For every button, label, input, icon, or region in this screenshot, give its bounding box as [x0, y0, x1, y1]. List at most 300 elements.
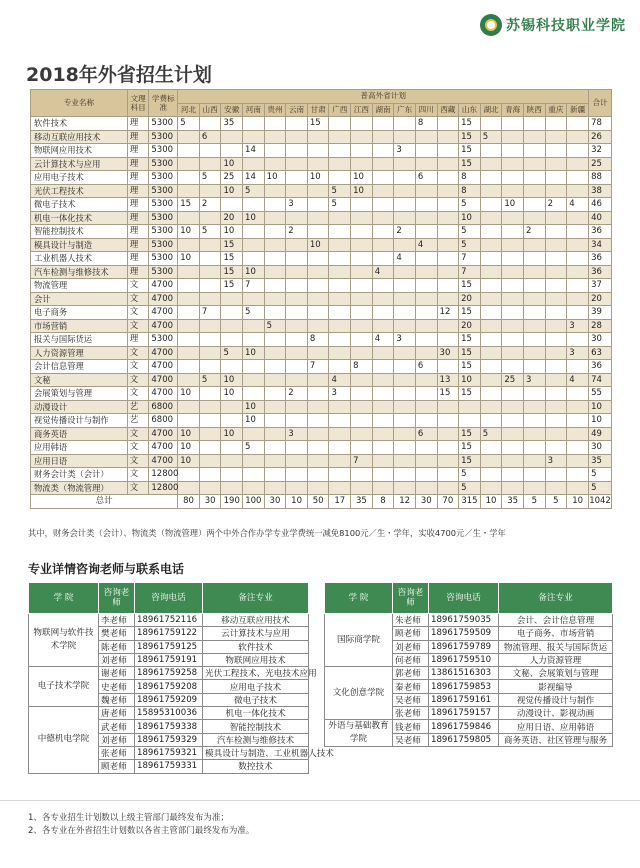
contact-table-left [28, 582, 334, 774]
row-total: 5 [589, 481, 612, 495]
teacher-name: 吴老师 [393, 693, 429, 706]
related-major: 文秘、会展策划与管理 [499, 667, 613, 680]
tuition-fee: 5300 [149, 333, 178, 347]
quota-cell [545, 157, 567, 171]
row-total: 34 [589, 238, 612, 252]
table-row [31, 319, 612, 333]
tuition-fee: 5300 [149, 198, 178, 212]
quota-cell [523, 117, 545, 131]
quota-cell: 5 [329, 184, 351, 198]
quota-cell [437, 211, 459, 225]
major-name: 移动互联应用技术 [31, 130, 128, 144]
quota-cell [351, 427, 373, 441]
quota-cell [243, 238, 265, 252]
row-total: 35 [589, 454, 612, 468]
quota-cell [243, 333, 265, 347]
quota-cell: 10 [221, 157, 243, 171]
related-major: 软件技术 [203, 640, 309, 653]
province-total: 17 [329, 495, 351, 509]
quota-cell: 10 [264, 171, 286, 185]
quota-cell [415, 252, 437, 266]
quota-cell [394, 441, 416, 455]
tuition-fee: 5300 [149, 225, 178, 239]
quota-cell [502, 427, 524, 441]
school-name: 国际商学院 [325, 614, 393, 667]
quota-cell [286, 171, 308, 185]
quota-cell: 25 [221, 171, 243, 185]
quota-cell [178, 157, 200, 171]
quota-cell: 5 [329, 198, 351, 212]
quota-cell [523, 360, 545, 374]
quota-cell [394, 346, 416, 360]
contact-row [325, 614, 613, 627]
quota-cell [372, 292, 394, 306]
quota-cell [480, 238, 502, 252]
quota-cell: 2 [394, 225, 416, 239]
quota-cell [199, 454, 221, 468]
teacher-name: 魏老师 [99, 693, 135, 706]
quota-cell: 4 [394, 252, 416, 266]
quota-cell [221, 414, 243, 428]
quota-cell [523, 346, 545, 360]
quota-cell [502, 400, 524, 414]
col-header-province: 青海 [502, 103, 524, 117]
quota-cell [545, 252, 567, 266]
quota-cell [351, 373, 373, 387]
quota-cell: 15 [221, 265, 243, 279]
teacher-name: 陈老师 [99, 640, 135, 653]
quota-cell: 15 [459, 441, 481, 455]
quota-cell [567, 333, 589, 347]
col-header-track: 文理科目 [127, 90, 149, 117]
quota-cell [264, 400, 286, 414]
footer-divider [0, 800, 640, 801]
quota-cell: 5 [178, 117, 200, 131]
quota-cell [394, 481, 416, 495]
quota-cell [286, 157, 308, 171]
quota-cell [567, 481, 589, 495]
major-name: 汽车检测与维修技术 [31, 265, 128, 279]
table-row [31, 427, 612, 441]
quota-cell [523, 306, 545, 320]
quota-cell [545, 414, 567, 428]
quota-cell [178, 144, 200, 158]
quota-cell [567, 130, 589, 144]
quota-cell [178, 468, 200, 482]
province-total: 8 [372, 495, 394, 509]
teacher-name: 吴老师 [393, 733, 429, 747]
table-row [31, 373, 612, 387]
quota-cell [307, 144, 329, 158]
phone-number: 18961759191 [135, 653, 203, 666]
quota-cell [372, 130, 394, 144]
quota-cell [480, 292, 502, 306]
table-row [31, 117, 612, 131]
quota-cell [307, 157, 329, 171]
quota-cell [545, 171, 567, 185]
quota-cell [307, 400, 329, 414]
quota-cell [307, 481, 329, 495]
quota-cell [264, 333, 286, 347]
quota-cell [502, 265, 524, 279]
col-header-province: 江西 [351, 103, 373, 117]
quota-cell [545, 319, 567, 333]
major-name: 物流类（物流管理） [31, 481, 128, 495]
quota-cell [199, 279, 221, 293]
quota-cell [480, 360, 502, 374]
row-total: 28 [589, 319, 612, 333]
quota-cell [372, 360, 394, 374]
related-major: 模具设计与制造、工业机器人技术 [203, 746, 309, 759]
quota-cell [394, 427, 416, 441]
quota-cell [221, 198, 243, 212]
quota-cell [307, 346, 329, 360]
quota-cell [264, 252, 286, 266]
province-total: 80 [178, 495, 200, 509]
track: 理 [127, 184, 149, 198]
quota-cell: 2 [286, 387, 308, 401]
quota-cell: 25 [502, 373, 524, 387]
quota-cell [307, 454, 329, 468]
quota-cell: 10 [178, 252, 200, 266]
tuition-fee: 4700 [149, 279, 178, 293]
major-name: 微电子技术 [31, 198, 128, 212]
row-total: 30 [589, 441, 612, 455]
quota-cell: 8 [459, 171, 481, 185]
col-header-province: 河南 [243, 103, 265, 117]
quota-cell [394, 157, 416, 171]
quota-cell [372, 225, 394, 239]
quota-cell [480, 171, 502, 185]
col-header-province: 湖北 [480, 103, 502, 117]
province-total: 30 [199, 495, 221, 509]
quota-cell [394, 265, 416, 279]
quota-cell [221, 400, 243, 414]
quota-cell [264, 225, 286, 239]
quota-cell [523, 171, 545, 185]
contact-header-major: 备注专业 [499, 583, 613, 614]
quota-cell [243, 468, 265, 482]
quota-cell: 15 [459, 454, 481, 468]
quota-cell [178, 333, 200, 347]
major-name: 模具设计与制造 [31, 238, 128, 252]
quota-cell: 15 [459, 157, 481, 171]
quota-cell [502, 238, 524, 252]
quota-cell [480, 157, 502, 171]
quota-cell [221, 454, 243, 468]
quota-cell [307, 211, 329, 225]
major-name: 电子商务 [31, 306, 128, 320]
quota-cell [523, 468, 545, 482]
quota-cell: 8 [351, 360, 373, 374]
quota-cell [480, 144, 502, 158]
quota-cell [199, 319, 221, 333]
province-total: 35 [351, 495, 373, 509]
quota-cell [286, 144, 308, 158]
teacher-name: 秦老师 [393, 680, 429, 693]
quota-cell [264, 144, 286, 158]
quota-cell [264, 360, 286, 374]
province-total: 100 [243, 495, 265, 509]
quota-cell [437, 427, 459, 441]
quota-cell [394, 117, 416, 131]
quota-cell [264, 279, 286, 293]
quota-cell [199, 211, 221, 225]
quota-cell [351, 414, 373, 428]
quota-cell [307, 292, 329, 306]
quota-cell [394, 454, 416, 468]
quota-cell [480, 117, 502, 131]
major-name: 财务会计类（会计） [31, 468, 128, 482]
quota-cell: 10 [307, 171, 329, 185]
quota-cell [437, 481, 459, 495]
school-name: 苏锡科技职业学院 [506, 18, 626, 34]
table-row [31, 184, 612, 198]
quota-cell [545, 130, 567, 144]
quota-cell: 15 [459, 306, 481, 320]
quota-cell [502, 292, 524, 306]
quota-cell: 15 [221, 252, 243, 266]
track: 理 [127, 198, 149, 212]
quota-cell: 7 [243, 279, 265, 293]
track: 文 [127, 441, 149, 455]
quota-cell: 3 [286, 427, 308, 441]
quota-cell [329, 171, 351, 185]
quota-cell [502, 157, 524, 171]
row-total: 37 [589, 279, 612, 293]
phone-number: 18961759125 [135, 640, 203, 653]
track: 理 [127, 144, 149, 158]
quota-cell [372, 346, 394, 360]
quota-cell [307, 252, 329, 266]
quota-cell [567, 414, 589, 428]
related-major: 微电子技术 [203, 693, 309, 706]
quota-cell: 6 [415, 171, 437, 185]
quota-cell [545, 225, 567, 239]
quota-cell: 10 [459, 373, 481, 387]
quota-cell [178, 306, 200, 320]
contact-header-phone: 咨询电话 [135, 583, 203, 614]
quota-cell [437, 265, 459, 279]
quota-cell [480, 333, 502, 347]
footnote: 1、各专业招生计划数以上级主管部门最终发布为准； [28, 813, 229, 823]
quota-cell [437, 198, 459, 212]
track: 文 [127, 387, 149, 401]
row-total: 32 [589, 144, 612, 158]
quota-cell: 5 [264, 319, 286, 333]
province-total: 10 [567, 495, 589, 509]
quota-cell [567, 441, 589, 455]
quota-cell [394, 468, 416, 482]
major-name: 光伏工程技术 [31, 184, 128, 198]
quota-cell [480, 319, 502, 333]
table-row [31, 265, 612, 279]
quota-cell [178, 292, 200, 306]
tuition-fee: 4700 [149, 306, 178, 320]
track: 文 [127, 373, 149, 387]
col-header-province: 山西 [199, 103, 221, 117]
quota-cell [286, 184, 308, 198]
quota-cell [394, 292, 416, 306]
quota-cell [437, 468, 459, 482]
quota-cell [567, 117, 589, 131]
quota-cell [502, 279, 524, 293]
quota-cell [437, 400, 459, 414]
quota-cell [307, 468, 329, 482]
quota-cell [394, 171, 416, 185]
table-row [31, 387, 612, 401]
related-major: 人力资源管理 [499, 653, 613, 666]
quota-cell [480, 225, 502, 239]
quota-cell [178, 265, 200, 279]
quota-cell: 30 [437, 346, 459, 360]
quota-cell [221, 292, 243, 306]
table-row [31, 481, 612, 495]
quota-cell [502, 144, 524, 158]
quota-cell [545, 211, 567, 225]
quota-cell [264, 117, 286, 131]
quota-cell: 3 [394, 333, 416, 347]
major-name: 市场营销 [31, 319, 128, 333]
quota-cell: 5 [480, 130, 502, 144]
track: 文 [127, 319, 149, 333]
quota-cell [286, 454, 308, 468]
quota-cell [372, 238, 394, 252]
quota-cell [415, 184, 437, 198]
enrollment-plan-table [30, 89, 612, 509]
quota-cell [437, 292, 459, 306]
quota-cell [221, 333, 243, 347]
quota-cell [502, 441, 524, 455]
quota-cell [329, 468, 351, 482]
quota-cell [199, 144, 221, 158]
quota-cell: 15 [459, 130, 481, 144]
quota-cell: 5 [199, 373, 221, 387]
quota-cell [394, 360, 416, 374]
quota-cell [286, 292, 308, 306]
quota-cell [199, 481, 221, 495]
quota-cell [394, 238, 416, 252]
row-total: 36 [589, 225, 612, 239]
col-header-total: 合计 [589, 90, 612, 117]
related-major: 影视编导 [499, 680, 613, 693]
tuition-fee: 5300 [149, 265, 178, 279]
quota-cell [286, 238, 308, 252]
quota-cell: 6 [415, 427, 437, 441]
quota-cell [523, 387, 545, 401]
quota-cell [178, 481, 200, 495]
quota-cell: 15 [459, 117, 481, 131]
teacher-name: 钱老师 [393, 720, 429, 734]
quota-cell [502, 225, 524, 239]
quota-cell [545, 468, 567, 482]
track: 理 [127, 117, 149, 131]
track: 理 [127, 130, 149, 144]
col-header-province: 新疆 [567, 103, 589, 117]
quota-cell [286, 468, 308, 482]
teacher-name: 张老师 [99, 746, 135, 759]
quota-cell [437, 441, 459, 455]
quota-cell [351, 238, 373, 252]
track: 理 [127, 211, 149, 225]
quota-cell [264, 306, 286, 320]
col-header-province: 甘肃 [307, 103, 329, 117]
quota-cell [459, 400, 481, 414]
quota-cell: 6 [199, 130, 221, 144]
table-row [31, 144, 612, 158]
row-total: 36 [589, 265, 612, 279]
quota-cell [437, 319, 459, 333]
quota-cell [351, 319, 373, 333]
quota-cell [199, 184, 221, 198]
contact-header-phone: 咨询电话 [429, 583, 499, 614]
teacher-name: 谢老师 [99, 667, 135, 680]
quota-cell: 10 [502, 198, 524, 212]
quota-cell [307, 130, 329, 144]
quota-cell [523, 198, 545, 212]
phone-number: 18961759805 [429, 733, 499, 747]
quota-cell [545, 333, 567, 347]
quota-cell [286, 265, 308, 279]
quota-cell [307, 225, 329, 239]
contact-header-teacher: 咨询老师 [99, 583, 135, 614]
quota-cell [567, 360, 589, 374]
teacher-name: 唐老师 [99, 707, 135, 720]
quota-cell [480, 441, 502, 455]
col-header-province: 陕西 [523, 103, 545, 117]
quota-cell [415, 441, 437, 455]
quota-cell: 10 [178, 441, 200, 455]
quota-cell: 10 [243, 265, 265, 279]
quota-cell: 2 [545, 198, 567, 212]
major-name: 会展策划与管理 [31, 387, 128, 401]
quota-cell [437, 238, 459, 252]
quota-cell [372, 427, 394, 441]
quota-cell: 10 [221, 225, 243, 239]
quota-cell [502, 306, 524, 320]
quota-cell [545, 292, 567, 306]
quota-cell [415, 144, 437, 158]
quota-cell: 10 [221, 387, 243, 401]
quota-cell [480, 454, 502, 468]
quota-cell [545, 400, 567, 414]
tuition-fee: 6800 [149, 400, 178, 414]
quota-cell: 5 [243, 184, 265, 198]
row-total: 63 [589, 346, 612, 360]
quota-cell [480, 265, 502, 279]
quota-cell [437, 184, 459, 198]
quota-cell [502, 117, 524, 131]
quota-cell [264, 184, 286, 198]
province-total: 12 [394, 495, 416, 509]
quota-cell: 5 [480, 427, 502, 441]
quota-cell [351, 481, 373, 495]
related-major: 会计、会计信息管理 [499, 614, 613, 627]
quota-cell: 7 [199, 306, 221, 320]
quota-cell [415, 306, 437, 320]
quota-cell [437, 252, 459, 266]
quota-cell [264, 481, 286, 495]
tuition-fee: 12800 [149, 481, 178, 495]
quota-cell: 8 [307, 333, 329, 347]
phone-number: 18961759329 [135, 733, 203, 746]
quota-cell [351, 346, 373, 360]
quota-cell [286, 252, 308, 266]
quota-cell [567, 252, 589, 266]
row-total: 36 [589, 360, 612, 374]
quota-cell [394, 306, 416, 320]
col-header-province: 重庆 [545, 103, 567, 117]
